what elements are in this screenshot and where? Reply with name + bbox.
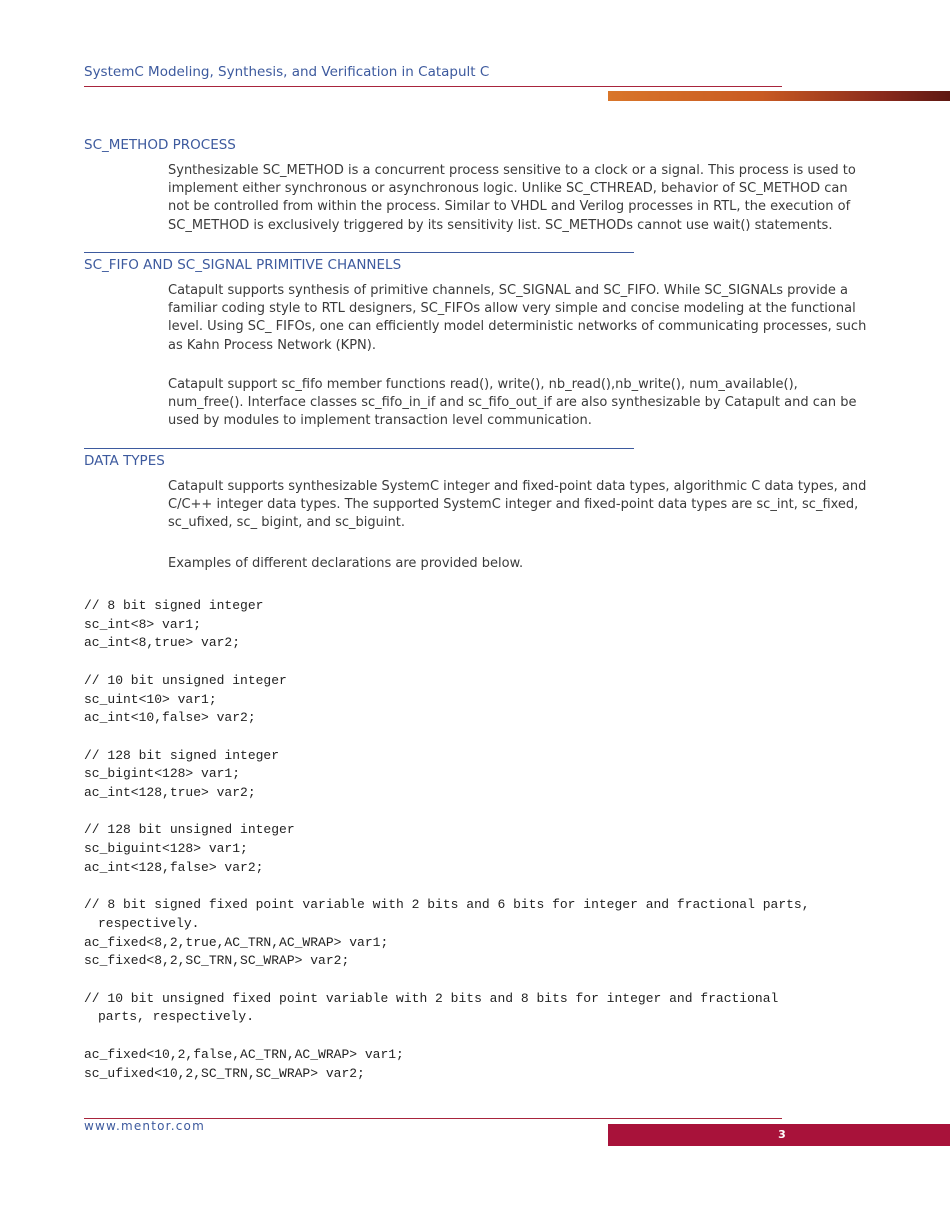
data-types-paragraph-1: Catapult supports synthesizable SystemC integer and fixed-point data types, algorithmic C data types, and C/C++ integer data types. The supported SystemC integer and fixed-point data types are sc_int, sc_fixed, sc_ufixed, sc_ bigint, and sc_biguint. [168, 479, 867, 531]
code-line: sc_fixed<8,2,SC_TRN,SC_WRAP> var2; [84, 953, 350, 969]
code-line: ac_int<128,true> var2; [84, 785, 256, 801]
section-divider [84, 448, 634, 449]
footer-url-link[interactable]: www.mentor.com [84, 1119, 205, 1133]
code-line: ac_fixed<8,2,true,AC_TRN,AC_WRAP> var1; [84, 934, 389, 950]
code-line: sc_biguint<128> var1; [84, 841, 248, 857]
code-comment: // 8 bit signed fixed point variable with 2 bits and 6 bits for integer and fractional parts, [84, 897, 810, 913]
code-comment-continuation: respectively. [98, 915, 200, 931]
code-line: ac_int<8,true> var2; [84, 635, 241, 651]
code-comment: // 10 bit unsigned integer [84, 672, 287, 688]
code-block-integers [84, 597, 944, 1083]
code-line: ac_int<128,false> var2; [84, 859, 264, 875]
code-comment: // 128 bit unsigned integer [84, 822, 295, 838]
page-number: 3 [778, 1128, 786, 1141]
code-line: sc_int<8> var1; [84, 616, 202, 632]
method-paragraph: Synthesizable SC_METHOD is a concurrent process sensitive to a clock or a signal. This process is used to implement either synchronous or asynchronous logic. Unlike SC_CTHREAD, behavior of SC_METHOD can not be controlled from within the process. Similar to VHDL and Verilog processes in RTL, the execution of SC_METHOD is exclusively triggered by its sensitivity list. SC_METHODs cannot use wait() statements. [168, 163, 856, 233]
code-line: sc_uint<10> var1; [84, 691, 217, 707]
code-line: sc_ufixed<10,2,SC_TRN,SC_WRAP> var2; [84, 1065, 365, 1081]
header-accent-bar [608, 91, 950, 101]
section-heading-method: SC_METHOD PROCESS [84, 137, 236, 153]
running-header-title: SystemC Modeling, Synthesis, and Verification in Catapult C [84, 64, 490, 80]
header-rule [84, 86, 782, 87]
section-divider [84, 252, 634, 253]
fifo-paragraph-2: Catapult support sc_fifo member functions read(), write(), nb_read(),nb_write(), num_available(), num_free(). Interface classes sc_fifo_in_if and sc_fifo_out_if are also synthesizable by Catapult and can be used by modules to implement transaction level communication. [168, 377, 857, 429]
code-line: sc_bigint<128> var1; [84, 766, 241, 782]
code-comment: // 128 bit signed integer [84, 747, 280, 763]
code-line: ac_fixed<10,2,false,AC_TRN,AC_WRAP> var1; [84, 1046, 404, 1062]
section-heading-data-types: DATA TYPES [84, 453, 165, 469]
code-line: ac_int<10,false> var2; [84, 710, 256, 726]
code-comment-continuation: parts, respectively. [98, 1009, 255, 1025]
code-comment: // 8 bit signed integer [84, 598, 264, 613]
section-heading-fifo: SC_FIFO AND SC_SIGNAL PRIMITIVE CHANNELS [84, 257, 402, 273]
code-comment: // 10 bit unsigned fixed point variable with 2 bits and 8 bits for integer and fractional [84, 990, 779, 1006]
fifo-paragraph-1: Catapult supports synthesis of primitive channels, SC_SIGNAL and SC_FIFO. While SC_SIGNALs provide a familiar coding style to RTL designers, SC_FIFOs allow very simple and concise modeling at the functional level. Using SC_ FIFOs, one can efficiently model deterministic networks of communicating processes, such as Kahn Process Network (KPN). [168, 283, 867, 353]
data-types-paragraph-2: Examples of different declarations are provided below. [168, 556, 524, 571]
